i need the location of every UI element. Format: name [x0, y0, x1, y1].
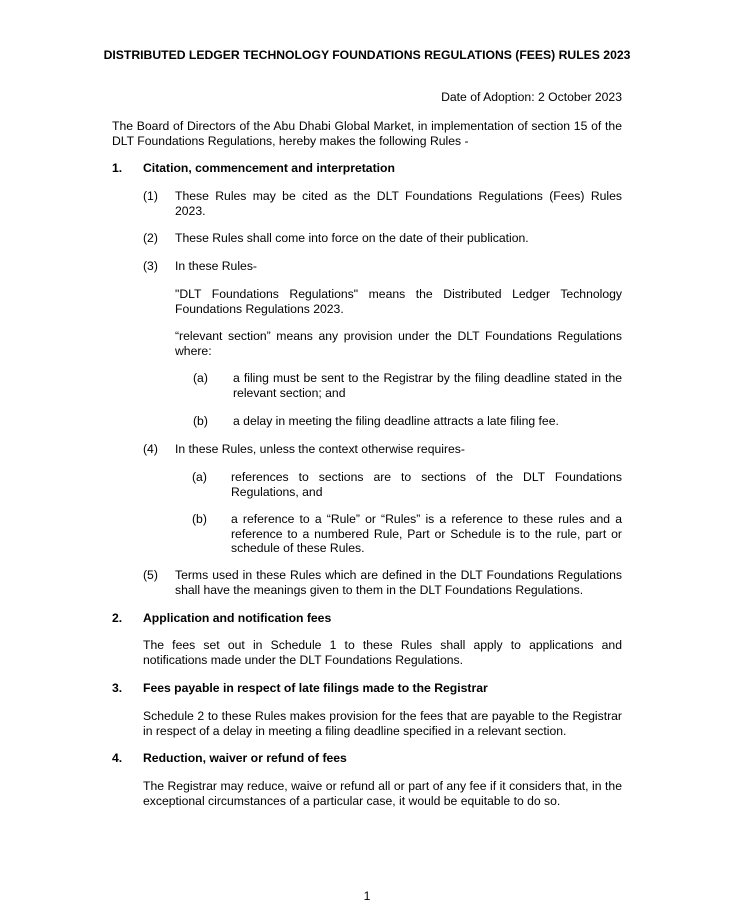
- date-of-adoption: Date of Adoption: 2 October 2023: [441, 90, 622, 104]
- context-item-a-text: references to sections are to sections of the DLT Foundations Regulations, and: [231, 470, 622, 499]
- subsection-5-text: Terms used in these Rules which are defined in the DLT Foundations Regulations shall have the meanings given to them in the DLT Foundations Regulations.: [175, 568, 622, 597]
- section-4-text: The Registrar may reduce, waive or refund all or part of any fee if it considers that, in the exceptional circumstances of a particular case, it would be equitable to do so.: [143, 779, 622, 808]
- section-3-heading: Fees payable in respect of late filings made to the Registrar: [143, 681, 488, 695]
- definition-item-b-letter: (b): [193, 414, 208, 428]
- subsection-1-text: These Rules may be cited as the DLT Foundations Regulations (Fees) Rules 2023.: [175, 189, 622, 218]
- page-number: 1: [363, 889, 371, 903]
- subsection-3-text: In these Rules-: [175, 259, 257, 273]
- definition-dlt-regulations: "DLT Foundations Regulations" means the Distributed Ledger Technology Foundations Regulations 2023.: [175, 287, 622, 316]
- definition-item-b-text: a delay in meeting the filing deadline attracts a late filing fee.: [233, 414, 559, 428]
- section-3-number: 3.: [112, 681, 123, 695]
- definition-relevant-section: “relevant section” means any provision under the DLT Foundations Regulations where:: [175, 329, 622, 358]
- context-item-b-letter: (b): [192, 512, 207, 526]
- section-1-heading: Citation, commencement and interpretation: [143, 161, 395, 175]
- subsection-4-text: In these Rules, unless the context otherwise requires-: [175, 442, 465, 456]
- context-item-a-letter: (a): [192, 470, 207, 484]
- subsection-5-number: (5): [143, 568, 158, 582]
- subsection-2-number: (2): [143, 231, 158, 245]
- section-4-number: 4.: [112, 751, 123, 765]
- section-2-text: The fees set out in Schedule 1 to these Rules shall apply to applications and notifications made under the DLT Foundations Regulations.: [143, 638, 622, 667]
- subsection-2-text: These Rules shall come into force on the date of their publication.: [175, 231, 529, 245]
- document-title: DISTRIBUTED LEDGER TECHNOLOGY FOUNDATIONS REGULATIONS (FEES) RULES 2023: [103, 48, 631, 62]
- preamble: The Board of Directors of the Abu Dhabi Global Market, in implementation of section 15 of the DLT Foundations Regulations, hereby makes the following Rules -: [112, 119, 622, 148]
- section-2-number: 2.: [112, 611, 123, 625]
- section-4-heading: Reduction, waiver or refund of fees: [143, 751, 347, 765]
- definition-item-a-letter: (a): [193, 371, 208, 385]
- subsection-3-number: (3): [143, 259, 158, 273]
- section-3-text: Schedule 2 to these Rules makes provision for the fees that are payable to the Registrar in respect of a delay in meeting a filing deadline specified in a relevant section.: [143, 709, 622, 738]
- section-2-heading: Application and notification fees: [143, 611, 332, 625]
- section-1-number: 1.: [112, 161, 123, 175]
- context-item-b-text: a reference to a “Rule” or “Rules” is a reference to these rules and a reference to a numbered Rule, Part or Schedule is to the rule, part or schedule of these Rules.: [231, 512, 622, 556]
- subsection-1-number: (1): [143, 189, 158, 203]
- subsection-4-number: (4): [143, 442, 158, 456]
- definition-item-a-text: a filing must be sent to the Registrar by the filing deadline stated in the relevant section; and: [233, 371, 622, 400]
